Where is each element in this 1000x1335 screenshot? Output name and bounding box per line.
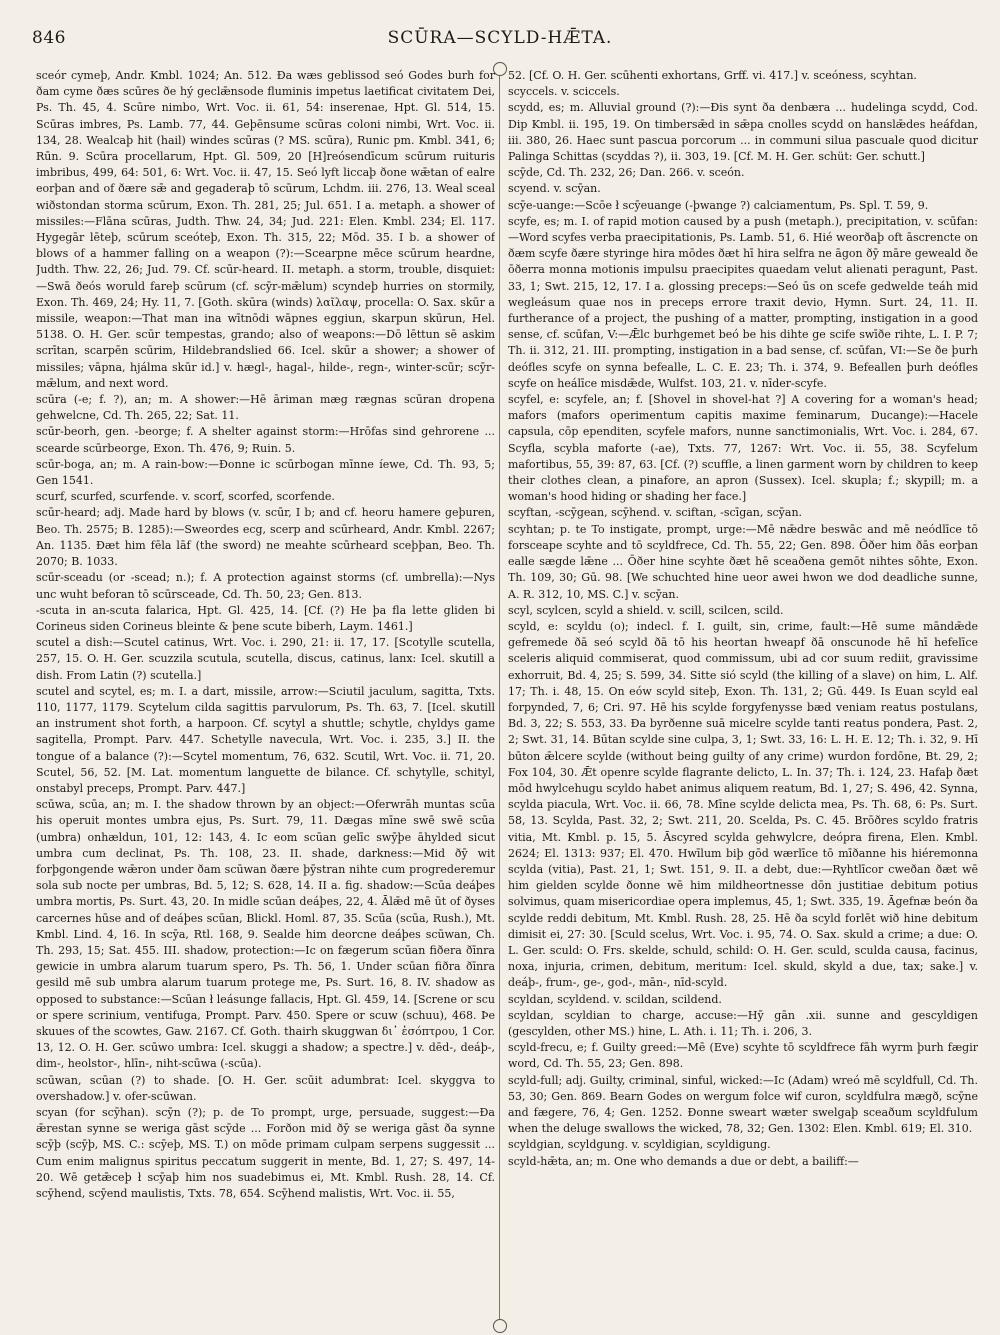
dictionary-entry: scūr-sceadu (or -scead; n.); f. A protection against storms (cf. umbrella):—Nys unc wuht beforan tō scūrsceade, Cd. Th. 50, 23; Gen. 813. — [36, 571, 495, 601]
dictionary-entry: scyld, e: scyldu (o); indecl. f. I. guilt, sin, crime, fault:—Hē sume māndǣde gefremede ðā seó scyld ðā tō his heortan hweарf ðā onscunode hē hī hefelīce sceleris aliquid commiserat, quod commissum, ubi ad cor suum rediit, gravissime exhorruit, Bd. 4, 25; S. 599, 34. Sitte sió scyld (the killing of a slave) on him, L. Alf. 17; Th. i. 48, 15. On eów scyld siteþ, Exon. Th. 131, 2; Gū. 449. Is Euan scyld eal forpynded, 7, 6; Cri. 97. Hē his scylde forgyfenysse bæd veniam reatus postulans, Bd. 3, 22; S. 553, 33. Ða byrðenne suā micelre scylde tanti reatus pondera, Past. 2, 2; Swt. 31, 14. Būtan scylde sine culpa, 3, 1; Swt. 33, 16: L. H. E. 12; Th. i. 32, 9. Hī būton ǣlcere scylde (without being guilty of any crime) wurdon fordōne, Bt. 29, 2; Fox 104, 30. Ǣt openre scylde flagrante delicto, L. In. 37; Th. i. 124, 23. Hafaþ ðæt mōd hwylcehugu scyldo habet animus aliquem reatum, Bd. 1, 27; S. 496, 42. Synna, scylda piacula, Wrt. Voc. ii. 66, 78. Mīne scylde delicta mea, Ps. Th. 68, 6: Ps. Surt. 58, 13. Scylda, Past. 32, 2; Swt. 211, 20. Scelda, Ps. C. 45. Brōðres scyldo fratris vitia, Mt. Kmbl. p. 15, 5. Āscyred scylda gehwylcre, deópra firena, Elen. Kmbl. 2624; El. 1313: 937; El. 470. Hwīlum biþ gōd wærlīce tō mīðanne his hiéremonna scylda (vitia), Past. 21, 1; Swt. 151, 9. II. a debt, due:—Ryhtlīcor cweðan ðæt wē him gielden scylde ðonne wē him mildheortnesse dōn justitiae debitum potius solvimus, quam misericordiae opera implemus, 45, 1; Swt. 335, 19. Āgefnæ beón ða scylde reddi debitum, Mt. Kmbl. Rush. 28, 25. Hē ða scyld forlēt wið hine debitum dimisit ei, 27: 30. [Sculd scelus, Wrt. Voc. i. 95, 74. O. Sax. skuld a crime; a due: O. L. Ger. sculd: O. Frs. skelde, schuld, schild: O. H. Ger. sculd, sculda causa, facinus, noxa, injuria, crimen, debitum, meritum: Icel. skuld, skyld a due, tax; sake.] v. deáþ-, frum-, ge-, god-, mān-, nīd-scyld. — [508, 619, 978, 990]
dictionary-entry: scurf, scurfed, scurfende. v. scorf, scorfed, scorfende. — [36, 490, 335, 504]
dictionary-entry: scūr-beorh, gen. -beorge; f. A shelter against storm:—Hrōfas sind gehrorene ... scearde scūrbeorge, Exon. Th. 476, 9; Ruin. 5. — [36, 425, 495, 455]
dictionary-entry: scyld-hǣta, an; m. One who demands a due or debt, a bailiff:— — [508, 1154, 859, 1168]
dictionary-entry: sceór cymeþ, Andr. Kmbl. 1024; An. 512. Ða wæs geblissod seó Godes burh for ðam cyme ðæs scūres ðe hý geclǣnsode fluminis impetus laetificat civitatem Dei, Ps. Th. 45, 4. Scūre nimbo, Wrt. Voc. ii. 61, 54: inserenae, Hpt. Gl. 514, 15. Scūras imbres, Ps. Lamb. 77, 44. Geþēnsume scūras coloni nimbi, Wrt. Voc. ii. 134, 28. Wealcaþ hit (hail) windes scūras (? MS. scūra), Runic pm. Kmbl. 341, 6; Rūn. 9. Scūra procellarum, Hpt. Gl. 509, 20 [H]reósendīcum scūrum ruituris imbribus, 499, 64: 501, 6: Wrt. Voc. ii. 47, 15. Seó lyft liccaþ ðone wǣtan of ealre eorþan and of ðære sǣ and gegaderaþ tō scūrum, Lchdm. iii. 276, 13. Weal sceal wiðstondan storma scūrum, Exon. Th. 281, 25; Jul. 651. I a. metaph. a shower of missiles:—Flāna scūras, Judth. Thw. 24, 34; Jud. 221: Elen. Kmbl. 234; El. 117. Hygegār lēteþ, scūrum sceóteþ, Exon. Th. 315, 22; Mōd. 35. I b. a shower of blows of a hammer falling on a weapon (?):—Scearpne mēce scūrum heardne, Judth. Thw. 22, 26; Jud. 79. Cf. scūr-heard. II. metaph. a storm, trouble, disquiet:—Swā ðeós woruld fareþ scūrum (cf. scȳr-mǣlum) scyndeþ hurries on stormily, Exon. Th. 469, 24; Hy. 11, 7. [Goth. skūra (winds) λαῖλαψ, procella: O. Sax. skūr a missile, weapon:—That man ina wītnōdi wāpnes eggiun, skarpun skūrun, Hel. 5138. O. H. Ger. scūr tempestas, grando; also of weapons:—Dō lēttun sē askim scrītan, scarpēn scūrim, Hildebrandslied 66. Icel. skūr a shower; a shower of missiles; vāpna, hjálma skūr id.] v. hægl-, hagal-, hilde-, regn-, winter-scūr; scȳr-mǣlum, and next word. — [36, 69, 495, 390]
dictionary-entry: scȳe-uange:—Scōe ł scȳeuange (-þwange ?) calciamentum, Ps. Spl. T. 59, 9. — [508, 198, 929, 212]
dictionary-entry: scūra (-e; f. ?), an; m. A shower:—Hē āriman mæg rægnas scūran dropena gehwelcne, Cd. Th. 265, 22; Sat. 11. — [36, 393, 495, 423]
dictionary-entry: scyldan, scyldian to charge, accuse:—Hȳ gān .xii. sunne and gescyldigen (gescylden, other MS.) hine, L. Ath. i. 11; Th. i. 206, 3. — [508, 1008, 978, 1038]
page-header — [0, 0, 1000, 62]
dictionary-entry: scūwa, scūa, an; m. I. the shadow thrown by an object:—Oferwrāh muntas scūa his operuit montes umbra ejus, Ps. Surt. 79, 11. Dægas mīne swē swē scūa (umbra) onhældun, 101, 12: 143, 4. Ic eom scūan gelīc swȳþe āhylded sicut umbra cum declinat, Ps. Th. 108, 23. II. shade, darkness:—Mid ðȳ wit forþgongende wǣron under ðam scūwan ðære þȳstran nihte cum progrederemur sola sub nocte per umbras, Bd. 5, 12; S. 628, 14. II a. fig. shadow:—Scūa deáþes umbra mortis, Ps. Surt. 43, 20. In midle scūan deáþes, 22, 4. Ālǣd mē ūt of ðyses carcernes hūse and of deáþes scūan, Blickl. Homl. 87, 35. Scūa (scūa, Rush.), Mt. Kmbl. Lind. 4, 16. In scȳa, Rtl. 168, 9. Sealde him deorcne deáþes scūwan, Ch. Th. 293, 15; Sat. 455. III. shadow, protection:—Ic on fægerum scūan fiðera ðīnra gewicie in umbra alarum tuarum spero, Ps. Th. 56, 1. Under scūan fiðra ðīnra gesild mē sub umbra alarum tuarum protege me, Ps. Surt. 16, 8. IV. shadow as opposed to substance:—Scūan ł leásunge fallacis, Hpt. Gl. 459, 14. [Screne or scu or spere scrinium, ventifuga, Prompt. Parv. 450. Spere or scuw (schuu), 468. Þe skuues of the scowtes, Gaw. 2167. Cf. Goth. thairh skuggwan δι᾽ ἐσόπτρου, 1 Cor. 13, 12. O. H. Ger. scūwo umbra: Icel. skuggi a shadow; a spectre.] v. dēd-, deáþ-, dim-, heolstor-, hlīn-, niht-scūwa (-scūa). — [36, 798, 495, 1071]
dictionary-entry: scūwan, scūan (?) to shade. [O. H. Ger. scūit adumbrat: Icel. skyggva to overshadow.] v. ofer-scūwan. — [36, 1073, 495, 1103]
dictionary-entry: scūr-heard; adj. Made hard by blows (v. scūr, I b; and cf. heoru hamere geþuren, Beo. Th. 2575; B. 1285):—Sweordes ecg, scerp and scūrheard, Andr. Kmbl. 2267; An. 1135. Ðæt him fēla lāf (the sword) ne meahte scūrheard sceþþan, Beo. Th. 2070; B. 1033. — [36, 506, 495, 569]
dictionary-entry: scyccels. v. sciccels. — [508, 85, 620, 99]
dictionary-entry: scyld-frecu, e; f. Guilty greed:—Mē (Eve) scyhte tō scyldfrece fāh wyrm þurh fægir word, Cd. Th. 55, 23; Gen. 898. — [508, 1041, 978, 1071]
dictionary-entry: scȳde, Cd. Th. 232, 26; Dan. 266. v. sceón. — [508, 166, 745, 180]
dictionary-entry: scydd, es; m. Alluvial ground (?):—Ðis synt ða denbæra ... hudelinga scydd, Cod. Dip Kmbl. ii. 195, 19. On timbersǣd in sǣpa cnolles scydd on hanslǣdes heáfdan, iii. 380, 26. Haec sunt pascua porcorum ... in communi silua pascuale quod dicitur Palinga Schittas (scyddas ?), ii. 303, 19. [Cf. M. H. Ger. schüt: Ger. schutt.] — [508, 101, 978, 164]
dictionary-entry: -scuta in an-scuta falarica, Hpt. Gl. 425, 14. [Cf. (?) He þa fla lette gliden bi Corineus siden Corineus bleinte & þene scute biberh, Laym. 1461.] — [36, 603, 495, 633]
column-divider — [499, 70, 500, 1327]
page-number: 846 — [32, 28, 66, 48]
dictionary-entry: scyldan, scyldend. v. scildan, scildend. — [508, 992, 722, 1006]
left-column — [36, 68, 495, 1327]
dictionary-entry: scyan (for scȳhan). scȳn (?); p. de To prompt, urge, persuade, suggest:—Ða ǣrestan synne se weriga gāst scȳde ... Forðon mid ðȳ se weriga gāst ða synne scȳþ (scȳþ, MS. C.: scȳeþ, MS. T.) on mōde primam culpam serpens suggessit ... Cum enim malignus spiritus peccatum suggerit in mente, Bd. 1, 27; S. 497, 14-20. Wē getǣceþ ł scȳaþ him nos suadebimus ei, Mt. Kmbl. Rush. 28, 14. Cf. scȳhend, scȳend maulistis, Txts. 78, 654. Scȳhend malistis, Wrt. Voc. ii. 55, — [36, 1106, 495, 1201]
dictionary-entry: scutel a dish:—Scutel catinus, Wrt. Voc. i. 290, 21: ii. 17, 17. [Scotylle scutella, 257, 15. O. H. Ger. scuzzila scutula, scutella, discus, catinus, lanx: Icel. skutill a dish. From Latin (?) scutella.] — [36, 636, 495, 682]
dictionary-entry: scyldgian, scyldgung. v. scyldigian, scyldigung. — [508, 1138, 771, 1152]
dictionary-entry: scyhtan; p. te To instigate, prompt, urge:—Mē nǣdre beswāc and mē neódlīce tō forsceape scyhte and tō scyldfrece, Cd. Th. 55, 22; Gen. 898. Ōðer him ðās eorþan ealle sægde lǣne ... Ōðer hine scyhte ðæt hē sceaðena gemōt nihtes sōhte, Exon. Th. 109, 30; Gū. 98. [We schuchted hine ueor awei hwon we dod deadliche sunne, A. R. 312, 10, MS. C.] v. scȳan. — [508, 522, 978, 601]
dictionary-entry: scyftan, -scȳgean, scȳhend. v. sciftan, -scīgan, scȳan. — [508, 506, 803, 520]
dictionary-entry: scyl, scylcen, scyld a shield. v. scill, scilcen, scild. — [508, 603, 784, 617]
dictionary-entry: scyend. v. scȳan. — [508, 182, 601, 196]
right-column — [508, 68, 978, 1327]
dictionary-entry: 52. [Cf. O. H. Ger. scūhenti exhortans, Grff. vi. 417.] v. sceóness, scyhtan. — [508, 69, 917, 82]
running-title: SCŪRA—SCYLD-HǢTA. — [387, 28, 613, 48]
dictionary-entry: scyfel, e: scyfele, an; f. [Shovel in shovel-hat ?] A covering for a woman's head; mafors (mafors operimentum capitis maxime feminarum, Ducange):—Hacele capsula, cōp ependiten, scyfele mafors, nunne sanctimonialis, Wrt. Voc. i. 284, 67. Scyfla, scybla maforte (-ae), Txts. 77, 1267: Wrt. Voc. ii. 55, 38. Scyfelum mafortibus, 55, 39: 87, 63. [Cf. (?) scuffle, a linen garment worn by children to keep their clothes clean, a pinafore, an apron (Sussex). Icel. skupla; f.; skypill; m. a woman's hood hiding or shading her face.] — [508, 393, 978, 504]
dictionary-entry: scutel and scytel, es; m. I. a dart, missile, arrow:—Sciutil jaculum, sagitta, Txts. 110, 1177, 1179. Scytelum cilda sagittis parvulorum, Ps. Th. 63, 7. [Icel. skutill an instrument shot forth, a harpoon. Cf. scytyl a shuttle; schytle, chyldys game sagitella, Prompt. Parv. 447. Schetylle navecula, Wrt. Voc. i. 235, 3.] II. the tongue of a balance (?):—Scytel momentum, 76, 632. Scutil, Wrt. Voc. ii. 71, 20. Scutel, 56, 52. [M. Lat. momentum languette de bilance. Cf. schytylle, schityl, onstabyl preceps, Prompt. Parv. 447.] — [36, 684, 495, 795]
dictionary-entry: scūr-boga, an; m. A rain-bow:—Ðonne ic scūrbogan mīnne íewe, Cd. Th. 93, 5; Gen 1541. — [36, 457, 495, 488]
divider-top-ornament — [493, 62, 507, 76]
dictionary-entry: scyfe, es; m. I. of rapid motion caused by a push (metaph.), precipitation, v. scūfan:—Word scyfes verba praecipitationis, Ps. Lamb. 51, 6. Hié weorðaþ oft āscrencte on ðæm scyfe ðære styringe hira mōdes ðæt hī hira selfra ne āgon ðȳ māre geweald ðe ōðerra monna motionis impulsu praecipites quaedam velut alienati peragunt, Past. 33, 1; Swt. 215, 12, 17. I a. glossing preceps:—Seó ūs on scefe gedwelde teáh mid wegleásum quae nos in preceps errore traxit devio, Hymn. Surt. 24, 11. II. furtherance of a project, the pushing of a matter, prompting, instigation in a good sense, cf. scūfan, V:—Ǣlc burhgemet beó be his dihte ge scife swīðe rihte, L. I. P. 7; Th. ii. 312, 21. III. prompting, instigation in a bad sense, cf. scūfan, VI:—Se ðe þurh deófles scyfe on synna befealle, L. C. E. 23; Th. i. 374, 9. Befeallen þurh deófles scyfe on heálīce misdǣde, Wulfst. 103, 21. v. nīder-scyfe. — [508, 214, 978, 390]
dictionary-entry: scyld-full; adj. Guilty, criminal, sinful, wicked:—Ic (Adam) wreó mē scyldfull, Cd. Th. 53, 30; Gen. 869. Bearn Godes on wergum folce wif curon, scyldfulra mægð, scȳne and fægere, 76, 4; Gen. 1252. Ðonne sweart wæter swelgaþ sceaðum scyldfulum when the deluge swallows the wicked, 78, 32; Gen. 1302: Elen. Kmbl. 619; El. 310. — [508, 1073, 978, 1136]
divider-bottom-ornament — [493, 1319, 507, 1333]
